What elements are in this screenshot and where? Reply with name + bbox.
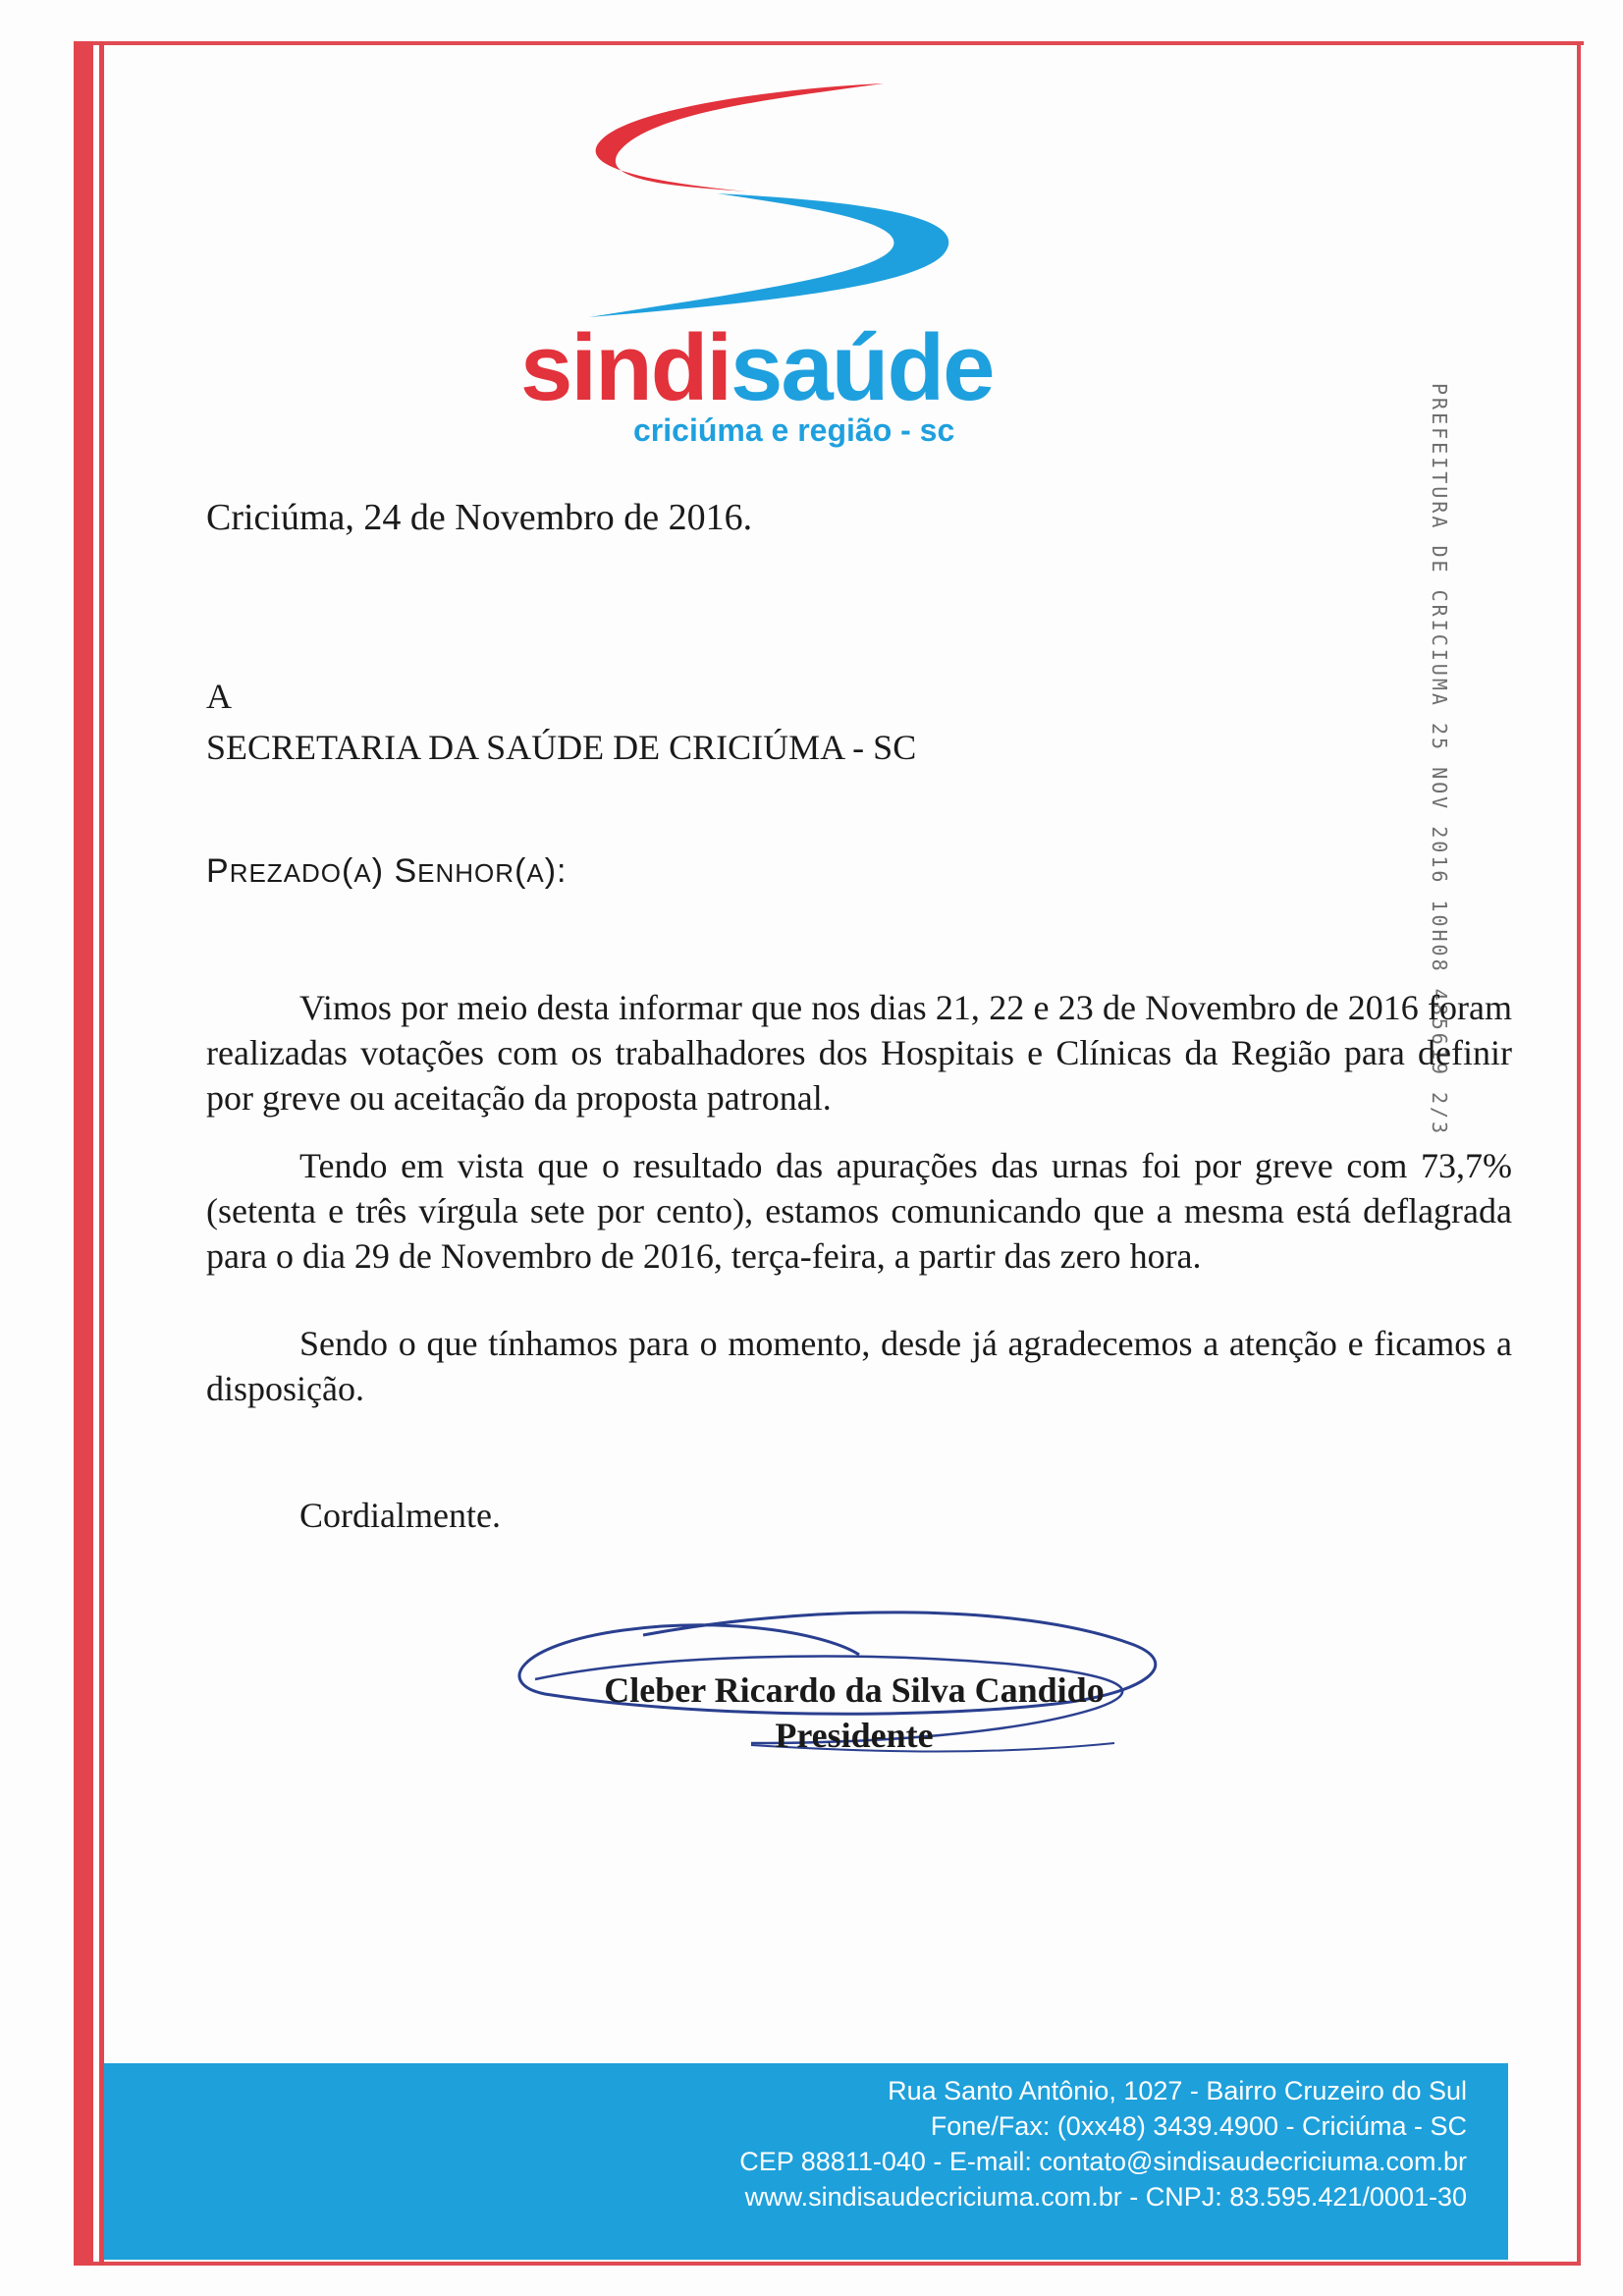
logo-word-saude: saúde [730,315,994,420]
body-paragraph-text: Sendo o que tínhamos para o momento, desde já agradecemos a atenção e ficamos a disposição. [206,1324,1512,1408]
left-red-line [99,41,104,2266]
salutation-part: ): [544,852,568,890]
left-red-bar [74,41,93,2266]
logo-wordmark [520,314,1109,422]
body-paragraph [206,1143,1512,1279]
salutation-part: REZADO [229,858,343,888]
footer-address: Rua Santo Antônio, 1027 - Bairro Cruzeiro do Sul [888,2076,1467,2105]
page-frame-top [74,41,1584,45]
salutation-part: ENHOR [417,858,515,888]
logo-word-sindi: sindi [520,315,731,420]
body-paragraph-text: Vimos por meio desta informar que nos dias 21, 22 e 23 de Novembro de 2016 foram realizadas votações com os trabalhadores dos Hospitais e Clínicas da Região para definir por greve ou aceitação da proposta patronal. [206,988,1512,1118]
signatory-name: Cleber Ricardo da Silva Candido [604,1670,1105,1710]
received-stamp [1414,383,1453,1137]
recipient-prefix: A [206,677,232,716]
footer-website: www.sindisaudecriciuma.com.br - CNPJ: 83.595.421/0001-30 [744,2182,1467,2212]
salutation [206,852,568,891]
footer-contact [739,2073,1467,2214]
closing: Cordialmente. [299,1496,501,1535]
page-frame-right [1577,41,1581,2266]
salutation-part: ( [514,852,527,890]
recipient-name: SECRETARIA DA SAÚDE DE CRICIÚMA - SC [206,728,917,767]
salutation-part: ) S [371,852,418,890]
salutation-part: P [206,852,230,890]
signatory-title: Presidente [775,1716,934,1755]
salutation-part: A [526,858,545,888]
body-paragraph-text: Tendo em vista que o resultado das apurações das urnas foi por greve com 73,7% (setenta e três vírgula sete por cento), estamos comunicando que a mesma está deflagrada para o dia 29 de Novembro de 2016, terça-feira, a partir das zero hora. [206,1146,1512,1276]
body-paragraph [206,1321,1512,1411]
letter-date: Criciúma, 24 de Novembro de 2016. [206,497,753,538]
body-paragraph [206,985,1512,1121]
salutation-part: A [353,858,372,888]
footer-phone: Fone/Fax: (0xx48) 3439.4900 - Criciúma - SC [930,2111,1467,2141]
logo-swoosh-icon [530,83,1001,319]
salutation-part: ( [342,852,354,890]
logo-subtitle: criciúma e região - sc [633,412,955,448]
footer-band [104,2063,1508,2260]
page-frame-bottom [74,2262,1581,2266]
footer-email: CEP 88811-040 - E-mail: contato@sindisaudecriciuma.com.br [739,2147,1467,2176]
received-stamp-text: PREFEITURA DE CRICIUMA 25 NOV 2016 10H08 485619 2/3 [1428,383,1451,1137]
